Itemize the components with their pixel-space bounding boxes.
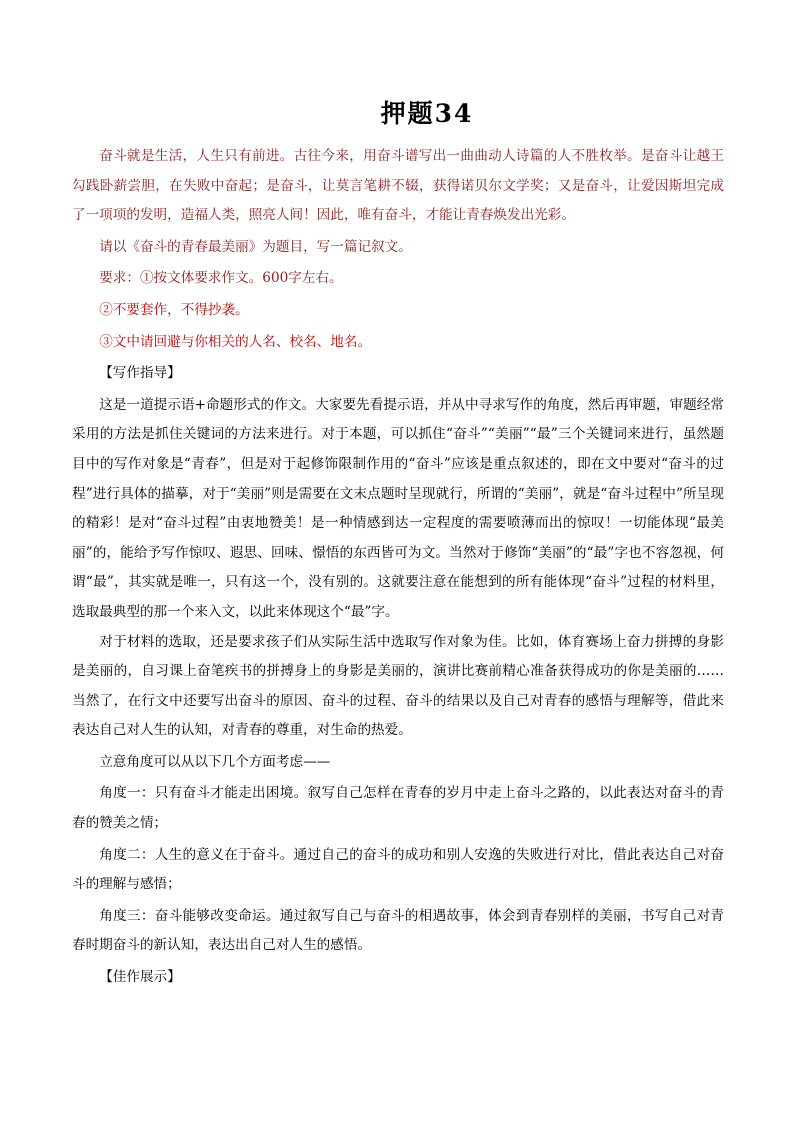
- guide-paragraph-2: 对于材料的选取，还是要求孩子们从实际生活中选取写作对象为佳。比如，体育赛场上奋力拼搏的身影是美丽的，自习课上奋笔疾书的拼搏身上的身影是美丽的，演讲比赛前精心准备获得成功的你是美丽的……当然了，在行文中还要写出奋斗的原因、奋斗的过程、奋斗的结果以及自己对青春的感悟与理解等，借此来表达自己对人生的认知，对青春的尊重，对生命的热爱。: [72, 633, 724, 739]
- page-title: 押题34: [380, 99, 474, 128]
- requirement-1: 要求：①按文体要求作文。600字左右。: [99, 270, 343, 287]
- writing-guide-heading: 【写作指导】: [99, 365, 181, 382]
- angle-1: 角度一：只有奋斗才能走出困境。叙写自己怎样在青春的岁月中走上奋斗之路的，以此表达对奋斗的青春的赞美之情；: [72, 785, 724, 832]
- requirement-2: ②不要套作，不得抄袭。: [99, 301, 249, 318]
- intro-paragraph: 奋斗就是生活，人生只有前进。古往今来，用奋斗谱写出一曲曲动人诗篇的人不胜枚举。是奋斗让越王勾践卧薪尝胆，在失败中奋起；是奋斗，让莫言笔耕不辍，获得诺贝尔文学奖；又是奋斗，让爱因斯坦完成了一项项的发明，造福人类，照亮人间！因此，唯有奋斗，才能让青春焕发出光彩。: [72, 148, 724, 224]
- task-paragraph: 请以《奋斗的青春最美丽》为题目，写一篇记叙文。: [99, 238, 412, 255]
- requirement-3: ③文中请回避与你相关的人名、校名、地名。: [99, 333, 372, 350]
- document-body: [72, 142, 724, 993]
- angle-2: 角度二：人生的意义在于奋斗。通过自己的奋斗的成功和别人安逸的失败进行对比，借此表达自己对奋斗的理解与感悟；: [72, 846, 724, 893]
- guide-paragraph-1: 这是一道提示语+命题形式的作文。大家要先看提示语，并从中寻求写作的角度，然后再审题，审题经常采用的方法是抓住关键词的方法来进行。对于本题，可以抓住“奋斗”“美丽”“最”三个关键词来进行，虽然题目中的写作对象是“青春”，但是对于起修饰限制作用的“奋斗”应该是重点叙述的，即在文中要对“奋斗的过程”进行具体的描摹，对于“美丽”则是需要在文末点题时呈现就行，所谓的“美丽”，就是“奋斗过程中”所呈现的精彩！是对“奋斗过程”由衷地赞美！是一种情感到达一定程度的需要喷薄而出的惊叹！一切能体现“最美丽”的，能给予写作惊叹、遐思、回味、憬悟的东西皆可为文。当然对于修饰“美丽”的“最”字也不容忽视，何谓“最”，其实就是唯一，只有这一个，没有别的。这就要注意在能想到的所有能体现“奋斗”过程的材料里，选取最典型的那一个来入文，以此来体现这个“最”字。: [72, 396, 724, 620]
- angle-3: 角度三：奋斗能够改变命运。通过叙写自己与奋斗的相遇故事，体会到青春别样的美丽，书写自己对青春时期奋斗的新认知，表达出自己对人生的感悟。: [72, 907, 724, 954]
- angles-intro: 立意角度可以从以下几个方面考虑——: [99, 753, 331, 770]
- showcase-heading: 【佳作展示】: [99, 969, 181, 986]
